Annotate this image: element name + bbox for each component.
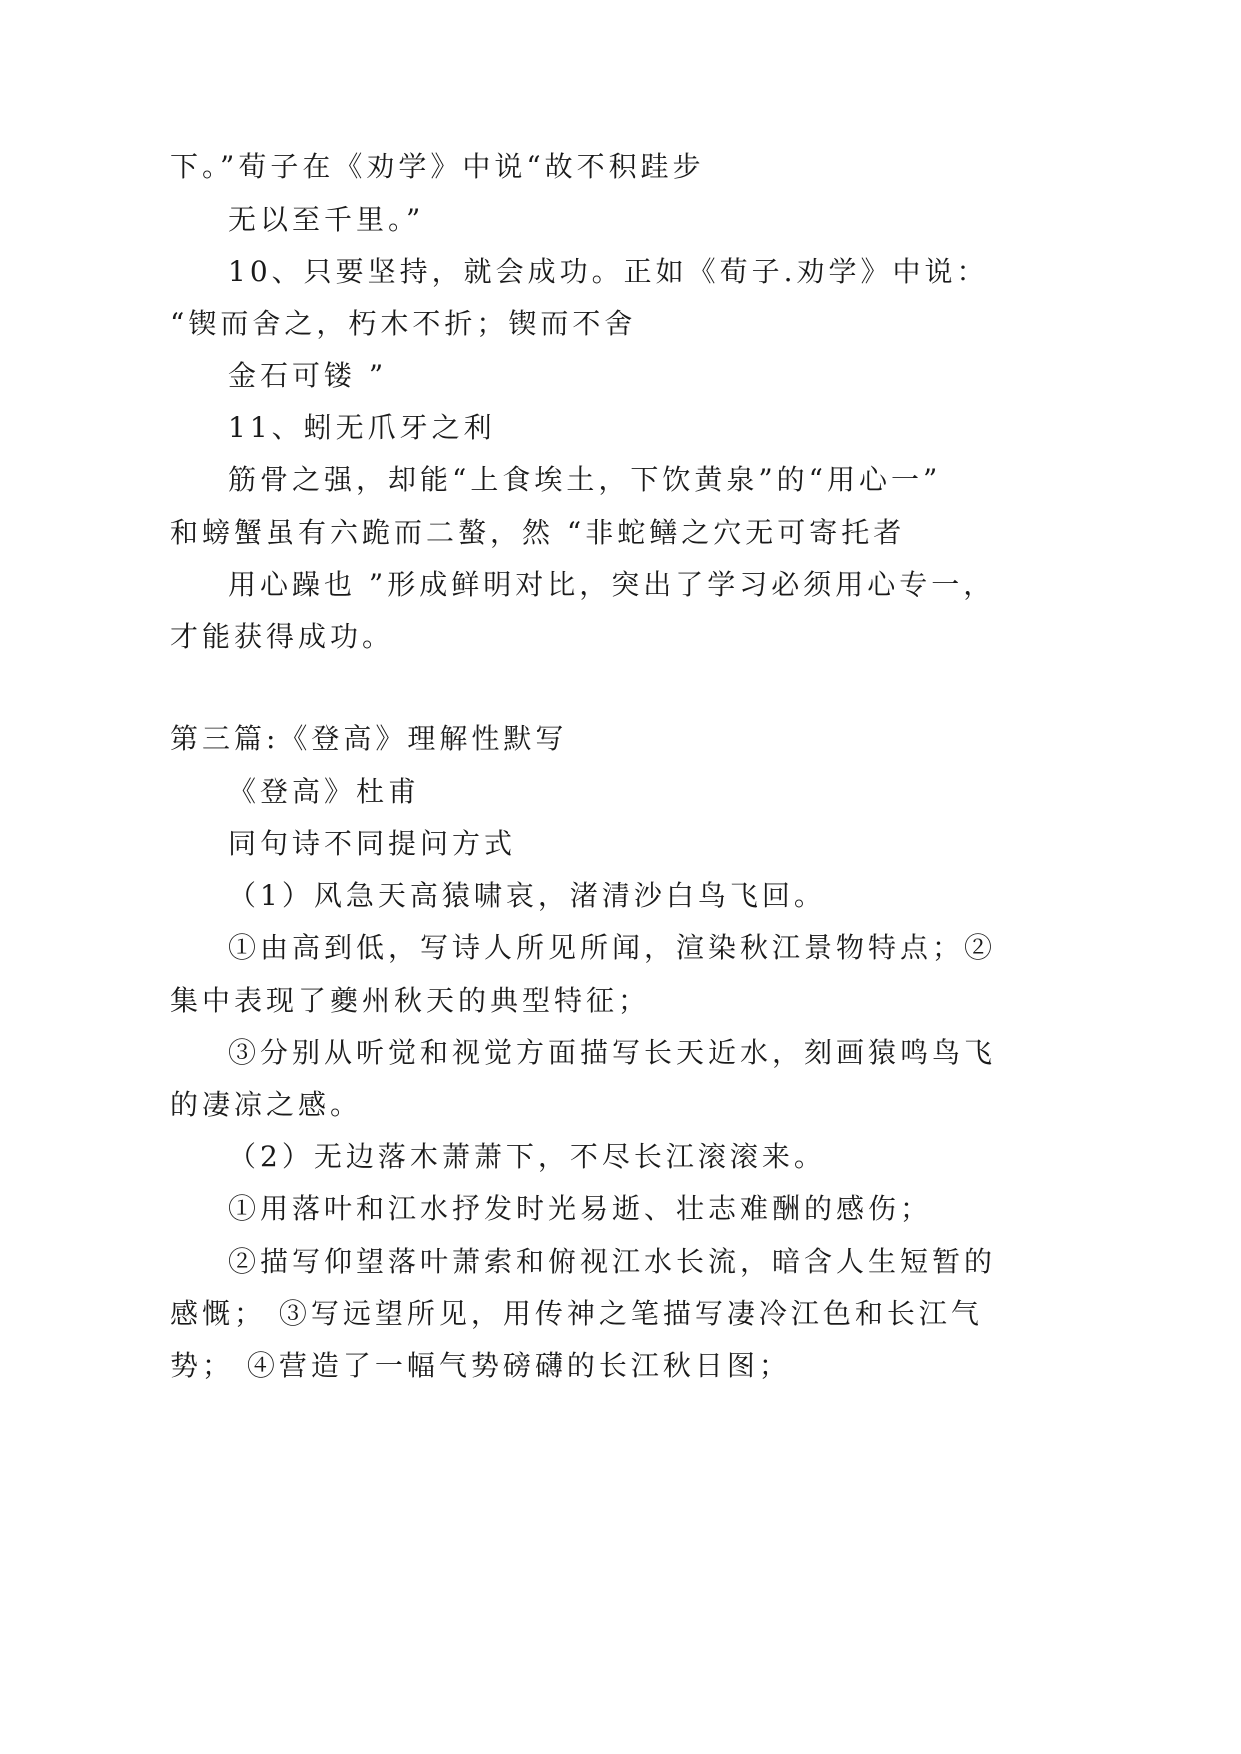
text-line-9: 用心躁也 ”形成鲜明对比，突出了学习必须用心专一， — [228, 568, 996, 601]
text-line-5: 金石可镂 ” — [228, 359, 388, 392]
text-line-23: 势； ④营造了一幅气势磅礴的长江秋日图； — [170, 1349, 791, 1382]
text-line-22: 感慨； ③写远望所见，用传神之笔描写凄冷江色和长江气 — [170, 1297, 983, 1330]
text-line-13: 同句诗不同提问方式 — [228, 827, 517, 860]
text-line-18: 的凄凉之感。 — [170, 1088, 363, 1121]
text-line-6: 11、蚓无爪牙之利 — [228, 411, 496, 444]
text-line-2: 无以至千里。” — [228, 203, 425, 236]
text-line-1: 下。”荀子在《劝学》中说“故不积跬步 — [170, 150, 705, 183]
text-line-15: ①由高到低，写诗人所见所闻，渲染秋江景物特点；② — [228, 931, 997, 964]
text-line-8: 和螃蟹虽有六跪而二螯，然 “非蛇鳝之穴无可寄托者 — [170, 516, 906, 549]
text-line-10: 才能获得成功。 — [170, 620, 395, 653]
text-line-17: ③分别从听觉和视觉方面描写长天近水，刻画猿鸣鸟飞 — [228, 1036, 997, 1069]
text-line-19: （2）无边落木萧萧下，不尽长江滚滚来。 — [228, 1140, 826, 1173]
text-line-7: 筋骨之强，却能“上食埃土，下饮黄泉”的“用心一” — [228, 463, 942, 496]
text-line-14: （1）风急天高猿啸哀，渚清沙白鸟飞回。 — [228, 879, 826, 912]
section-heading: 第三篇:《登高》理解性默写 — [170, 722, 568, 755]
poem-title: 《登高》杜甫 — [228, 775, 421, 808]
text-line-21: ②描写仰望落叶萧索和俯视江水长流，暗含人生短暂的 — [228, 1245, 997, 1278]
text-line-4: “锲而舍之，朽木不折；锲而不舍 — [170, 307, 637, 340]
text-line-20: ①用落叶和江水抒发时光易逝、壮志难酬的感伤； — [228, 1192, 933, 1225]
text-line-3: 10、只要坚持，就会成功。正如《荀子.劝学》中说： — [228, 255, 989, 288]
text-line-16: 集中表现了夔州秋天的典型特征； — [170, 984, 651, 1017]
